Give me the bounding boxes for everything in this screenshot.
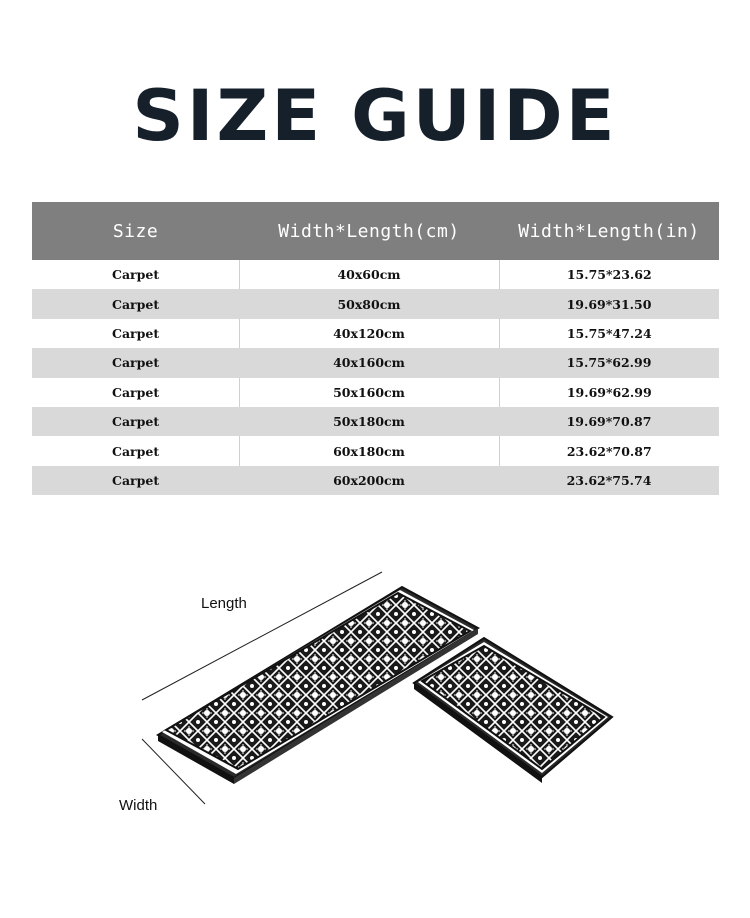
rug-illustration: [0, 560, 750, 860]
header-cm: Width*Length(cm): [278, 220, 460, 242]
page-title: SIZE GUIDE: [132, 75, 618, 157]
table-header-row: [32, 202, 719, 260]
cell-cm: 50x180cm: [333, 414, 405, 430]
cell-size: Carpet: [112, 472, 160, 488]
cell-size: Carpet: [112, 296, 160, 312]
size-table: [32, 202, 719, 495]
cell-cm: 60x200cm: [333, 472, 405, 488]
cell-cm: 50x80cm: [337, 296, 401, 312]
table-row: [32, 260, 719, 289]
cell-size: Carpet: [112, 443, 160, 459]
cell-in: 15.75*47.24: [499, 319, 719, 348]
cell-size: Carpet: [112, 414, 160, 430]
cell-size: Carpet: [112, 384, 160, 400]
cell-cm: 40x60cm: [239, 260, 499, 289]
cell-in: 15.75*23.62: [499, 260, 719, 289]
cell-cm: 40x120cm: [239, 319, 499, 348]
rug-diagram: [0, 560, 750, 860]
table-row: [32, 289, 719, 318]
cell-in: 23.62*70.87: [499, 436, 719, 465]
cell-cm: 50x160cm: [239, 378, 499, 407]
cell-in: 23.62*75.74: [566, 472, 652, 488]
cell-size: Carpet: [112, 355, 160, 371]
cell-in: 19.69*31.50: [566, 296, 652, 312]
length-label: Length: [201, 595, 247, 612]
small-rug: [414, 638, 612, 783]
cell-size: Carpet: [112, 267, 160, 283]
cell-in: 15.75*62.99: [566, 355, 652, 371]
table-row: [32, 407, 719, 436]
header-size: Size: [112, 220, 159, 242]
table-body: [32, 260, 719, 495]
cell-in: 19.69*70.87: [566, 414, 652, 430]
table-row: [32, 348, 719, 377]
table-row: [32, 466, 719, 495]
width-label: Width: [119, 797, 158, 814]
cell-cm: 40x160cm: [333, 355, 405, 371]
header-in: Width*Length(in): [518, 220, 700, 242]
table-row: [32, 436, 719, 465]
cell-size: Carpet: [112, 325, 160, 341]
cell-cm: 60x180cm: [239, 436, 499, 465]
table-row: [32, 378, 719, 407]
table-row: [32, 319, 719, 348]
cell-in: 19.69*62.99: [499, 378, 719, 407]
